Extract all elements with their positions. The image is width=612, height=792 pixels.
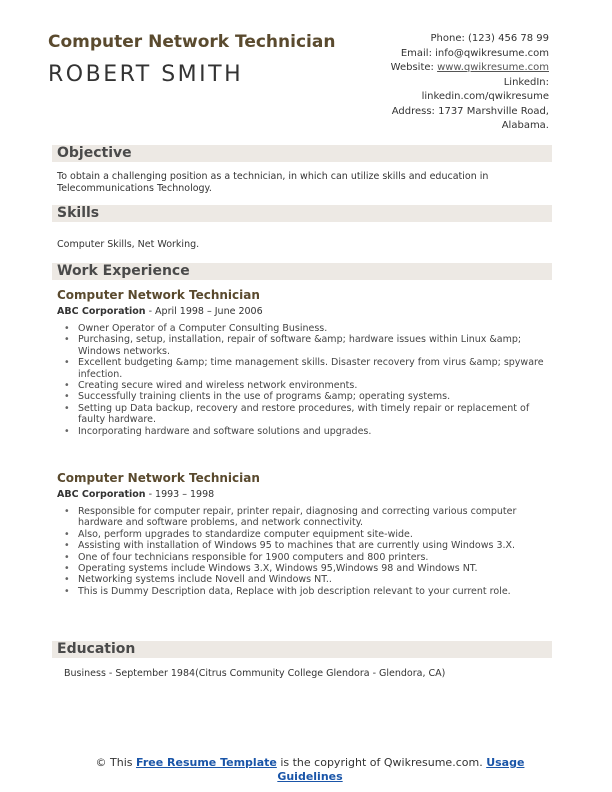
- list-item: • Creating secure wired and wireless network environments.: [57, 380, 547, 391]
- list-item: • Setting up Data backup, recovery and restore procedures, with timely repair or replacement of faulty hardware.: [57, 403, 547, 426]
- contact-linkedin-label: LinkedIn:: [503, 76, 549, 88]
- candidate-name: ROBERT SMITH: [48, 62, 244, 87]
- job-title-1: Computer Network Technician: [57, 288, 260, 302]
- job-company-1: ABC Corporation: [57, 306, 146, 317]
- work-section-header: [52, 263, 552, 280]
- usage-guidelines-link-part2[interactable]: Guidelines: [277, 770, 343, 783]
- contact-linkedin: linkedin.com/qwikresume: [421, 91, 549, 102]
- objective-text: To obtain a challenging position as a technician, in which can utilize skills and education in Telecommunications Technology.: [57, 171, 489, 194]
- job-bullets-1: [57, 323, 547, 437]
- list-item: • Owner Operator of a Computer Consulting Business.: [57, 323, 547, 334]
- list-item: • Also, perform upgrades to standardize computer equipment site-wide.: [57, 529, 547, 540]
- contact-address-line2: Alabama.: [501, 120, 549, 131]
- education-text: Business - September 1984(Citrus Community College Glendora - Glendora, CA): [64, 668, 446, 679]
- job-dates-1: - April 1998 – June 2006: [145, 306, 263, 317]
- list-item: • Purchasing, setup, installation, repair of software &amp; hardware issues within Linux &amp; Windows networks.: [57, 334, 547, 357]
- education-heading: Education: [57, 641, 136, 657]
- contact-block: [319, 32, 549, 134]
- list-item: • Excellent budgeting &amp; time management skills. Disaster recovery from virus &amp; spyware infection.: [57, 357, 547, 380]
- list-item: • Networking systems include Novell and Windows NT..: [57, 574, 547, 585]
- job-title-2: Computer Network Technician: [57, 471, 260, 485]
- footer-prefix: © This: [95, 756, 137, 769]
- contact-address-line1: Address: 1737 Marshville Road,: [391, 105, 549, 117]
- website-link[interactable]: www.qwikresume.com: [437, 62, 549, 73]
- free-resume-template-link[interactable]: Free Resume Template: [136, 756, 277, 769]
- work-heading: Work Experience: [57, 263, 190, 279]
- list-item: • Incorporating hardware and software solutions and upgrades.: [57, 426, 547, 437]
- usage-guidelines-link-part1[interactable]: Usage: [486, 756, 525, 769]
- list-item: • Successfully training clients in the use of programs &amp; operating systems.: [57, 391, 547, 402]
- header-job-title: Computer Network Technician: [48, 32, 336, 52]
- job-bullets-2: [57, 506, 547, 597]
- list-item: • Operating systems include Windows 3.X, Windows 95,Windows 98 and Windows NT.: [57, 563, 547, 574]
- footer-middle: is the copyright of Qwikresume.com.: [276, 756, 487, 769]
- list-item: • Assisting with installation of Windows 95 to machines that are currently using Windows 3.X.: [57, 540, 547, 551]
- contact-website-label: Website:: [390, 62, 438, 73]
- objective-section-header: [52, 145, 552, 162]
- contact-email: Email: info@qwikresume.com: [400, 47, 549, 59]
- list-item: • One of four technicians responsible for 1900 computers and 800 printers.: [57, 552, 547, 563]
- objective-heading: Objective: [57, 145, 132, 161]
- contact-phone: Phone: (123) 456 78 99: [430, 33, 549, 44]
- skills-section-header: [52, 205, 552, 222]
- skills-heading: Skills: [57, 205, 100, 221]
- list-item: • This is Dummy Description data, Replace with job description relevant to your current role.: [57, 586, 547, 597]
- skills-text: Computer Skills, Net Working.: [57, 239, 200, 250]
- job-company-2: ABC Corporation: [57, 489, 146, 500]
- footer-copyright: [80, 756, 540, 784]
- contact-website-row: [319, 61, 549, 76]
- job-dates-2: - 1993 – 1998: [145, 489, 215, 500]
- job-meta-2: [57, 489, 214, 500]
- education-section-header: [52, 641, 552, 658]
- job-meta-1: [57, 306, 263, 317]
- list-item: • Responsible for computer repair, printer repair, diagnosing and correcting various computer hardware and software problems, and network connectivity.: [57, 506, 547, 529]
